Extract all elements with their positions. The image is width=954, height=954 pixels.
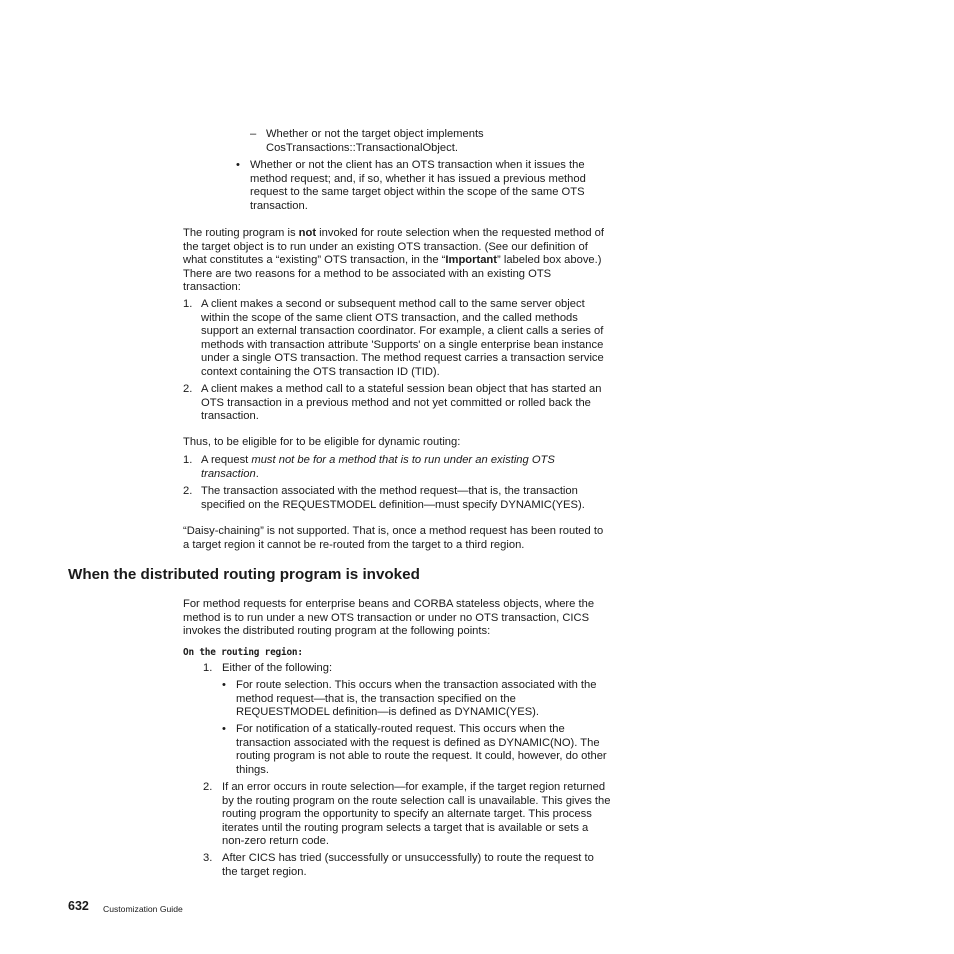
routing-not-invoked-paragraph: The routing program is not invoked for route selection when the requested method of the target object is to run under an existing OTS transaction. (See our definition of what constitutes a “existing” OTS transaction, in the “Important” labeled box above.) There are two reasons for a method to be associated with an existing OTS transaction:: [183, 227, 605, 294]
dash-item-text: Whether or not the target object implements CosTransactions::TransactionalObject.: [266, 128, 484, 154]
eligibility-intro: Thus, to be eligible for to be eligible for dynamic routing:: [183, 436, 461, 448]
reason-2-number: 2.: [183, 383, 193, 395]
eligibility-2-number: 2.: [183, 485, 193, 497]
daisy-chaining-paragraph: “Daisy-chaining” is not supported. That is, once a method request has been routed to a target region it cannot be re-routed from the target to a third region.: [183, 525, 604, 551]
bullet-item-text: Whether or not the client has an OTS transaction when it issues the method request; and, if so, whether it has issued a previous method request to the same target object within the scope of the same OTS transaction.: [250, 159, 586, 212]
reason-2-text: A client makes a method call to a stateful session bean object that has started an OTS transaction in a previous method and not yet committed or rolled back the transaction.: [201, 383, 602, 423]
reason-1-text: A client makes a second or subsequent method call to the same server object within the scope of the same client OTS transaction, and the called methods support an external transaction coordinator. For example, a client calls a series of methods with transaction attribute 'Supports' on a single enterprise bean instance under a single OTS transaction. The method request carries a transaction service context containing the OTS transaction ID (TID).: [201, 298, 604, 378]
bullet-marker: •: [236, 159, 240, 171]
point-1-sub-1-marker: •: [222, 679, 226, 691]
section-heading: When the distributed routing program is invoked: [68, 566, 420, 583]
point-3-number: 3.: [203, 852, 213, 864]
page-number: 632: [68, 899, 89, 913]
reason-1-number: 1.: [183, 298, 193, 310]
eligibility-2-text: The transaction associated with the method request—that is, the transaction specified on the REQUESTMODEL definition—must specify DYNAMIC(YES).: [201, 485, 585, 511]
point-1-text: Either of the following:: [222, 662, 333, 674]
point-2-text: If an error occurs in route selection—for example, if the target region returned by the routing program on the route selection call is unavailable. This gives the routing program the opportunity to specify an alternate target. This process iterates until the routing program selects a target that is available or sets a non-zero return code.: [222, 781, 611, 848]
point-1-sub-2-marker: •: [222, 723, 226, 735]
point-1-sub-1-text: For route selection. This occurs when the transaction associated with the method request—that is, the transaction specified on the REQUESTMODEL definition—is defined as DYNAMIC(YES).: [236, 679, 597, 719]
point-1-sub-2-text: For notification of a statically-routed request. This occurs when the transaction associated with the request is defined as DYNAMIC(NO). The routing program is not able to route the request. It could, however, do other things.: [236, 723, 607, 776]
eligibility-1-text: A request must not be for a method that is to run under an existing OTS transaction.: [201, 454, 555, 480]
book-title: Customization Guide: [103, 904, 183, 914]
eligibility-1-number: 1.: [183, 454, 193, 466]
point-2-number: 2.: [203, 781, 213, 793]
point-1-number: 1.: [203, 662, 213, 674]
dash-marker: –: [250, 128, 257, 140]
invocation-intro: For method requests for enterprise beans and CORBA stateless objects, where the method is to run under a new OTS transaction or under no OTS transaction, CICS invokes the distributed routing program at the following points:: [183, 598, 595, 638]
routing-region-label: On the routing region:: [183, 647, 303, 658]
point-3-text: After CICS has tried (successfully or unsuccessfully) to route the request to the target region.: [222, 852, 594, 878]
